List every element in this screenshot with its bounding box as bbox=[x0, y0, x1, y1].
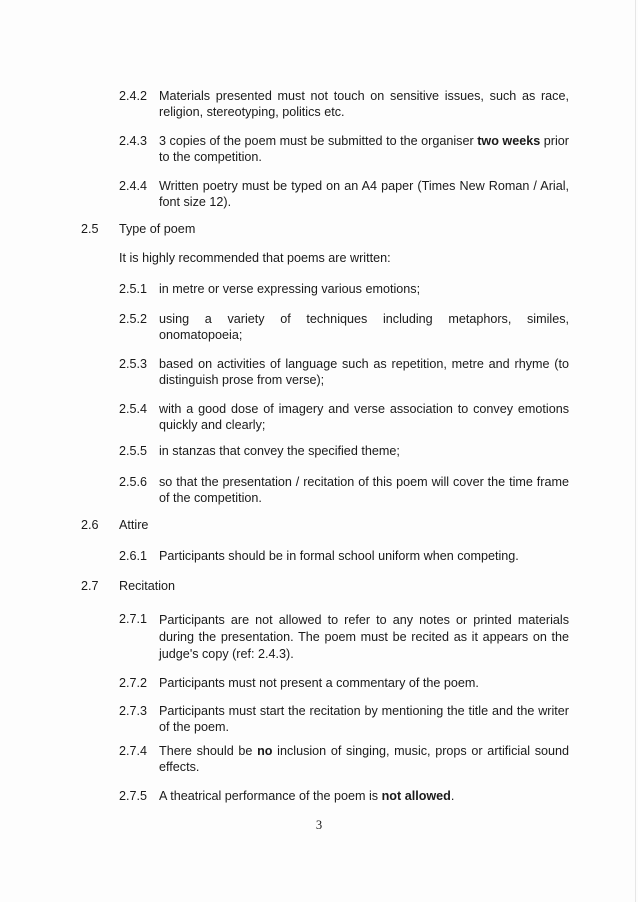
item-2-7-3 bbox=[119, 704, 569, 735]
item-number: 2.5.1 bbox=[119, 282, 148, 296]
item-2-4-4 bbox=[119, 179, 569, 210]
item-text: There should be no inclusion of singing, music, props or artificial sound effects. bbox=[159, 744, 570, 774]
page-edge bbox=[635, 0, 636, 902]
section-intro-text: It is highly recommended that poems are written: bbox=[119, 251, 391, 265]
item-number: 2.4.4 bbox=[119, 179, 148, 193]
section-2-6-heading: 2.6 Attire bbox=[81, 518, 149, 532]
item-text: with a good dose of imagery and verse association to convey emotions quickly and clearly; bbox=[159, 402, 569, 432]
item-number: 2.6.1 bbox=[119, 549, 148, 563]
item-number: 2.7.1 bbox=[119, 612, 148, 626]
item-number: 2.7.3 bbox=[119, 704, 148, 718]
item-number: 2.5.2 bbox=[119, 312, 148, 326]
item-text: 3 copies of the poem must be submitted to the organiser two weeks prior to the competition. bbox=[159, 134, 569, 164]
item-2-5-1 bbox=[119, 282, 569, 298]
item-text: Participants should be in formal school uniform when competing. bbox=[159, 549, 519, 563]
item-text: in metre or verse expressing various emotions; bbox=[159, 282, 421, 296]
item-text: using a variety of techniques including metaphors, similes, onomatopoeia; bbox=[159, 312, 569, 342]
item-text: in stanzas that convey the specified theme; bbox=[159, 444, 400, 458]
item-2-7-2 bbox=[119, 676, 569, 692]
item-2-7-4 bbox=[119, 744, 569, 775]
item-text: Materials presented must not touch on sensitive issues, such as race, religion, stereotyping, politics etc. bbox=[159, 89, 569, 119]
item-2-7-1 bbox=[119, 612, 569, 663]
item-text: Participants must not present a commentary of the poem. bbox=[159, 676, 479, 690]
item-2-6-1 bbox=[119, 549, 569, 565]
item-number: 2.5.4 bbox=[119, 402, 148, 416]
item-2-7-5 bbox=[119, 789, 569, 805]
page-number: 3 bbox=[315, 818, 323, 832]
item-text: Participants are not allowed to refer to any notes or printed materials during the presentation. The poem must be recited as it appears on the judge's copy (ref: 2.4.3). bbox=[159, 613, 569, 661]
section-2-7-heading: 2.7 Recitation bbox=[81, 579, 176, 593]
bold-text: not allowed bbox=[381, 789, 451, 803]
item-2-4-2 bbox=[119, 89, 569, 120]
item-number: 2.7.4 bbox=[119, 744, 148, 758]
item-number: 2.5.5 bbox=[119, 444, 148, 458]
item-2-4-3 bbox=[119, 134, 569, 165]
item-number: 2.5.3 bbox=[119, 357, 148, 371]
item-text: A theatrical performance of the poem is not allowed. bbox=[159, 789, 455, 803]
item-text: based on activities of language such as repetition, metre and rhyme (to distinguish prose from verse); bbox=[159, 357, 569, 387]
item-number: 2.7.2 bbox=[119, 676, 148, 690]
item-2-5-3 bbox=[119, 357, 569, 388]
item-2-5-4 bbox=[119, 402, 569, 433]
item-text: so that the presentation / recitation of this poem will cover the time frame of the competition. bbox=[159, 475, 569, 505]
item-text: Written poetry must be typed on an A4 paper (Times New Roman / Arial, font size 12). bbox=[159, 179, 569, 209]
item-2-5-2 bbox=[119, 312, 569, 343]
item-number: 2.4.2 bbox=[119, 89, 148, 103]
item-2-5-6 bbox=[119, 475, 569, 506]
section-2-5-heading: 2.5 Type of poem bbox=[81, 222, 196, 236]
item-number: 2.7.5 bbox=[119, 789, 148, 803]
bold-text: two weeks bbox=[477, 134, 541, 148]
item-text: Participants must start the recitation by mentioning the title and the writer of the poem. bbox=[159, 704, 569, 734]
item-number: 2.5.6 bbox=[119, 475, 148, 489]
bold-text: no bbox=[257, 744, 273, 758]
item-number: 2.4.3 bbox=[119, 134, 148, 148]
item-2-5-5 bbox=[119, 444, 569, 460]
